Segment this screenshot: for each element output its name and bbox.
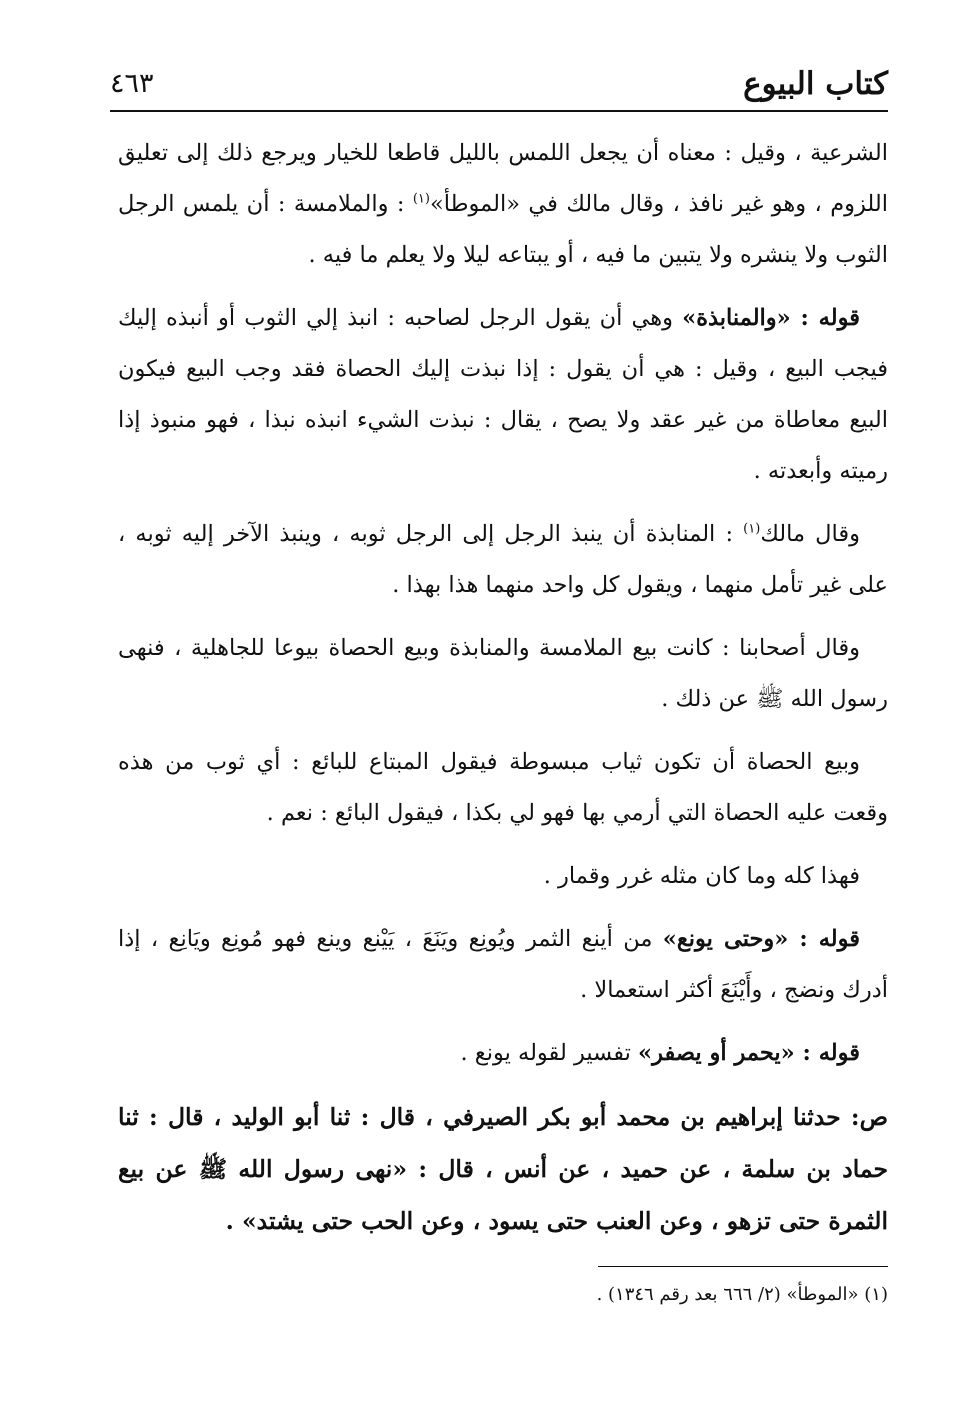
paragraph-text: الشرعية ، وقيل : معناه أن يجعل اللمس بالليل قاطعا للخيار ويرجع ذلك إلى تعليق اللزوم ، وهو غير نافذ ، وقال مالك في «الموطأ» — [118, 140, 888, 217]
hadith-text: ص: حدثنا إبراهيم بن محمد أبو بكر الصيرفي ، قال : ثنا أبو الوليد ، قال : ثنا حماد بن سلمة ، عن حميد ، عن أنس ، قال : «نهى رسول الله ﷺ عن بيع الثمرة حتى تزهو ، وعن العنب حتى يسود ، وعن الحب حتى يشتد» . — [118, 1103, 888, 1235]
paragraph-text: وقال مالك — [760, 521, 860, 547]
paragraph — [118, 293, 888, 497]
paragraph — [118, 914, 888, 1016]
paragraph — [118, 623, 888, 725]
paragraph — [118, 851, 888, 902]
paragraph-tail: : المنابذة أن ينبذ الرجل إلى الرجل ثوبه ، وينبذ الآخر إليه ثوبه ، على غير تأمل منهما ، ويقول كل واحد منهما هذا بهذا . — [118, 521, 888, 598]
paragraph-lead: قوله : «يحمر أو يصفر» — [638, 1040, 860, 1066]
paragraph-text: تفسير لقوله يونع . — [460, 1040, 639, 1066]
paragraph — [118, 737, 888, 839]
paragraph-lead: قوله : «والمنابذة» — [682, 305, 860, 331]
body-text — [118, 128, 888, 1259]
paragraph-tail: : والملامسة : أن يلمس الرجل الثوب ولا ينشره ولا يتبين ما فيه ، أو يبتاعه ليلا ولا يعلم ما فيه . — [118, 191, 888, 268]
paragraph-lead: قوله : «وحتى يونع» — [662, 926, 860, 952]
header-rule — [110, 110, 888, 112]
running-title: كتاب البيوع — [743, 66, 888, 102]
footnote-ref: (١) — [743, 521, 761, 537]
footnote-ref: (١) — [412, 191, 430, 207]
paragraph-text: وهي أن يقول الرجل لصاحبه : انبذ إلي الثوب أو أنبذه إليك فيجب البيع ، وقيل : هي أن يقول : إذا نبذت إليك الحصاة فقد وجب البيع فيكون البيع معاطاة من غير عقد ولا يصح ، يقال : نبذت الشيء انبذه نبذا ، فهو منبوذ إذا رميته وأبعدته . — [118, 305, 888, 484]
paragraph — [118, 1028, 888, 1079]
page-header — [110, 58, 888, 104]
page-number: ٤٦٣ — [110, 68, 154, 99]
paragraph — [118, 509, 888, 611]
footnote-rule — [598, 1266, 888, 1267]
paragraph-text: فهذا كله وما كان مثله غرر وقمار . — [543, 863, 860, 889]
paragraph-text: وبيع الحصاة أن تكون ثياب مبسوطة فيقول المبتاع للبائع : أي ثوب من هذه وقعت عليه الحصاة التي أرمي بها فهو لي بكذا ، فيقول البائع : نعم . — [118, 749, 888, 826]
footnote: (١) «الموطأ» (٢/ ٦٦٦ بعد رقم ١٣٤٦) . — [596, 1284, 888, 1305]
paragraph-text: وقال أصحابنا : كانت بيع الملامسة والمنابذة وبيع الحصاة بيوعا للجاهلية ، فنهى رسول الله ﷺ عن ذلك . — [118, 635, 888, 712]
paragraph-text: من أينع الثمر ويُونِع ويَنَعَ ، يَيْنع وينع فهو مُونِع ويَانِع ، إذا أدرك ونضج ، وأَيْنَعَ أكثر استعمالا . — [118, 926, 888, 1003]
paragraph — [118, 128, 888, 281]
